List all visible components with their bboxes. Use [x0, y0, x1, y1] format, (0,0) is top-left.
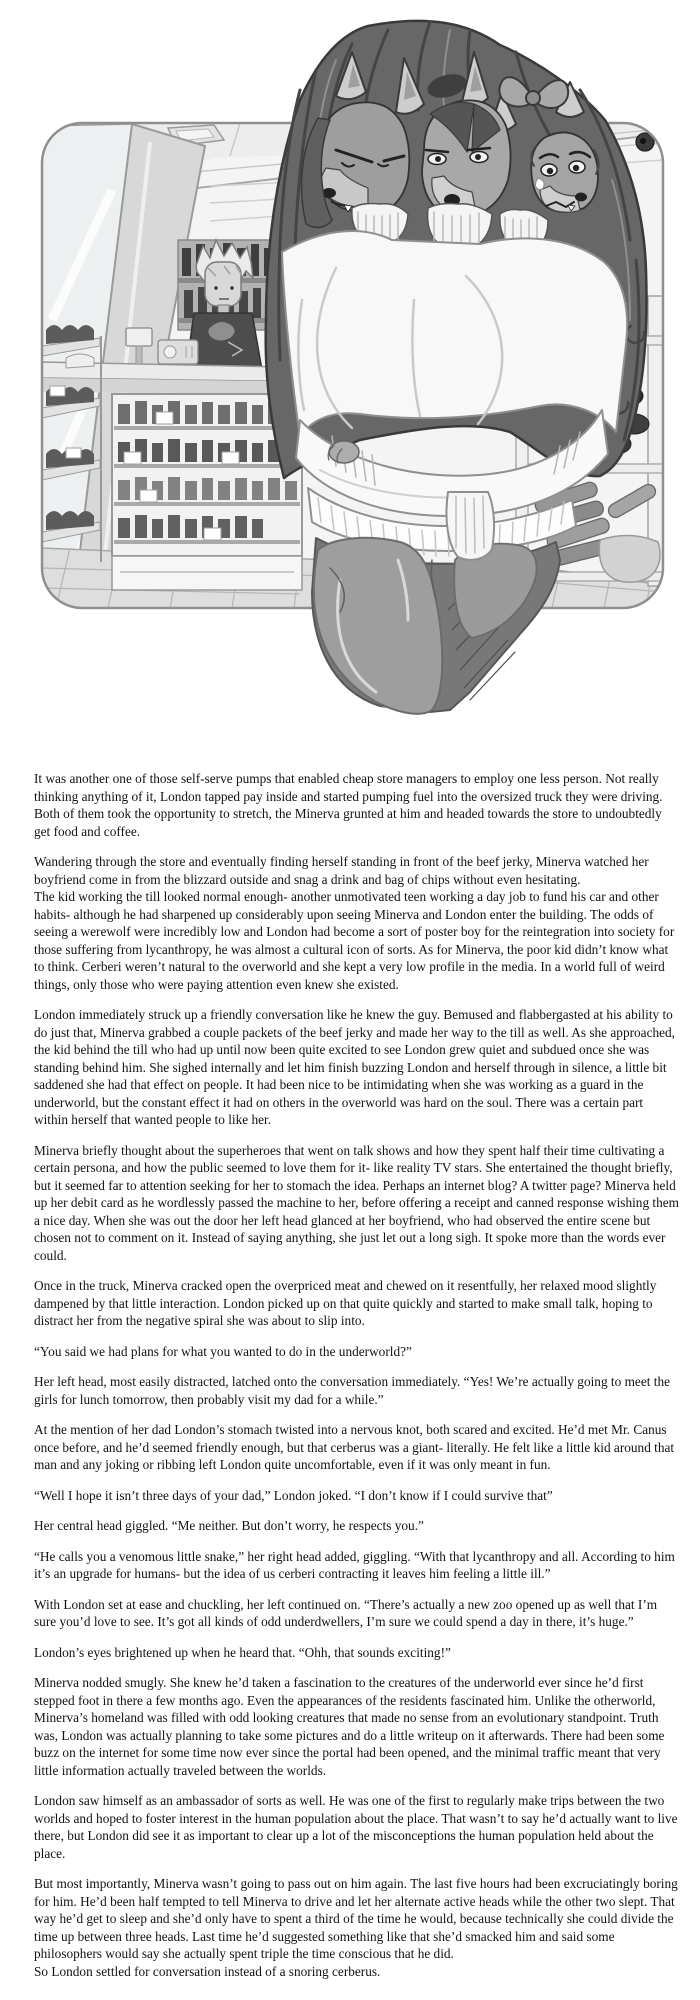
front-leg: [314, 538, 442, 714]
story-paragraph: London saw himself as an ambassador of sorts as well. He was one of the first to regularly make trips between the two worlds and hoped to foster interest in the human population about the place. That wasn’t to say he’d actually want to live there, but London did see it as important to clear up a lot of the misconceptions the human population held about the place.: [34, 1793, 678, 1861]
store-illustration-svg: [0, 0, 700, 720]
story-text: [34, 770, 680, 1980]
sweater-torso: [282, 231, 627, 438]
story-paragraph: At the mention of her dad London’s stomach twisted into a nervous knot, both scared and excited. He’d met Mr. Canus once before, and he’d seemed friendly enough, but that cerberus was a giant- literally. He felt like a little kid around that man and any joking or ribbing left London quite uncomfortable, even if it was only meant in fun.: [34, 1422, 675, 1472]
story-paragraph: So London settled for conversation instead of a snoring cerberus.: [34, 1963, 381, 1979]
cerberus-character: [266, 21, 647, 714]
story-paragraph: Once in the truck, Minerva cracked open the overpriced meat and chewed on it resentfully, her relaxed mood slightly dampened by that little interaction. London picked up on that quite quickly and started to make small talk, hoping to distract her from the negative spiral she was about to slip into.: [34, 1278, 657, 1328]
story-paragraph: “He calls you a venomous little snake,” her right head added, giggling. “With that lycanthropy and all. According to him it’s an upgrade for humans- but the idea of us cerberi contracting it leaves him feeling a little ill.”: [34, 1548, 675, 1581]
story-paragraph: But most importantly, Minerva wasn’t going to pass out on him again. The last five hours had been excruciatingly boring for him. He’d been half tempted to tell Minerva to drive and let her alternate active heads while the other two slept. That way he’d get to sleep and she’d only have to spent a third of the time he would, because technically she could divide the time up between three heads. Last time he’d suggested something like that she’d smacked him and said some philosophers would say she actually spent triple the time conscious that he did.: [34, 1876, 678, 1961]
story-paragraph: Her left head, most easily distracted, latched onto the conversation immediately. “Yes! We’re actually going to meet the girls for lunch tomorrow, then probably visit my dad for a while.”: [34, 1374, 670, 1407]
hand: [328, 441, 359, 463]
story-paragraph: Wandering through the store and eventually finding herself standing in front of the beef jerky, Minerva watched her boyfriend come in from the blizzard outside and snag a drink and bag of chips without even hesitating.: [34, 854, 649, 887]
story-paragraph: With London set at ease and chuckling, her left continued on. “There’s actually a new zoo opened up as well that I’m sure you’d love to see. It’s got all kinds of odd underdwellers, I’m sure we could spend a day in there, it’s huge.”: [34, 1596, 658, 1629]
story-paragraph: London immediately struck up a friendly conversation like he knew the guy. Bemused and flabbergasted at his ability to do just that, Minerva grabbed a couple packets of the beef jerky and made her way to the till as well. As she approached, the kid behind the till who had up until now been quite excited to see London grew quiet and subdued once she was standing behind him. She sighed internally and let him finish buzzing London and herself through in silence, a little bit saddened she had that effect on people. It had been nice to be intimidating when she was working as a guard in the underworld, but the constant effect it had on others in the overworld was hard on the soul. There was a certain part within herself that wanted people to like her.: [34, 1007, 675, 1127]
story-paragraph: “Well I hope it isn’t three days of your dad,” London joked. “I don’t know if I could survive that”: [34, 1487, 553, 1503]
story-paragraph: Minerva briefly thought about the superheroes that went on talk shows and how they spent half their time cultivating a certain persona, and how the public seemed to love them for it- like reality TV stars. She entertained the thought briefly, but it seemed far to attention seeking for her to stomach the idea. Perhaps an internet blog? A twitter page? Minerva held up her debit card as he wordlessly passed the machine to her, before offering a receipt and canned response wishing them a nice day. When she was out the door her left head glanced at her boyfriend, who had observed the entire scene but chosen not to comment on it. Instead of saying anything, she just let out a long sigh. It spoke more than the words ever could.: [34, 1142, 680, 1263]
story-paragraph: The kid working the till looked normal enough- another unmotivated teen working a day job to fund his car and other habits- although he had sharpened up considerably upon seeing Minerva and London enter the building. The odds of seeing a werewolf were incredibly low and London had become a sort of poster boy for the reintegration into society for those suffering from lycanthropy, he was almost a cultural icon of sorts. As for Minerva, the poor kid didn’t know what to think. Cerberi weren’t natural to the overworld and she kept a very low profile in the media. In a world full of weird things, only those who were paying attention even knew she existed.: [34, 889, 675, 992]
sleeve-cuff: [446, 492, 494, 560]
calm-center-head: [422, 100, 511, 215]
sack: [599, 535, 660, 582]
story-paragraph: London’s eyes brightened up when he heard that. “Ohh, that sounds exciting!”: [34, 1644, 451, 1660]
worried-right-head: [531, 132, 598, 212]
store-illustration: [0, 0, 700, 720]
cash-register: [158, 340, 198, 364]
story-paragraph: Her central head giggled. “Me neither. But don’t worry, he respects you.”: [34, 1518, 424, 1533]
story-paragraph: “You said we had plans for what you wanted to do in the underworld?”: [34, 1343, 412, 1359]
story-paragraph: It was another one of those self-serve pumps that enabled cheap store managers to employ one less person. Not really thinking anything of it, London tapped pay inside and started pumping fuel into the oversized truck they were driving. Both of them took the opportunity to stretch, the Minerva grunted at him and headed towards the store to undoubtedly get food and coffee.: [34, 771, 663, 839]
story-paragraph: Minerva nodded smugly. She knew he’d taken a fascination to the creatures of the underworld ever since he’d first stepped foot in there a few months ago. Even the appearances of the residents fascinated him. Unlike the otherworld, Minerva’s homeland was filled with odd looking creatures that made no sense from an evolutionary standpoint. Truth was, London was actually planning to take some pictures and do a little writeup on it afterwards. There had been some buzz on the internet for some time now ever since the portal had been opened, and the minimal traffic meant that very little information actually traveled between the worlds.: [34, 1675, 665, 1778]
